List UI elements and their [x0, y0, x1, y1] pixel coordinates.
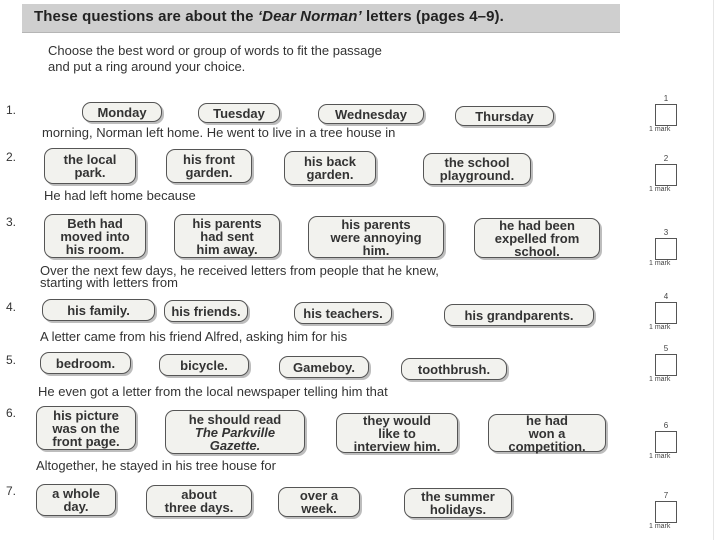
q2-option-1[interactable]: [44, 148, 136, 184]
q2-option-3-label: [304, 155, 356, 181]
option-line: Monday: [97, 104, 147, 120]
q1-mark-number: 1: [663, 94, 669, 103]
q7-option-1[interactable]: [36, 484, 116, 516]
q3-passage-text: Over the next few days, he received letters from people that he knew,: [40, 263, 439, 278]
title-italic: ‘Dear Norman’: [257, 8, 362, 25]
option-line: Gameboy.: [293, 359, 355, 375]
q7-option-2[interactable]: [146, 485, 252, 517]
margin-rule: [713, 0, 714, 540]
q5-option-2-label: [180, 359, 228, 372]
q4-option-4-label: [464, 309, 573, 322]
option-line: were annoying: [330, 229, 422, 245]
q5-option-3-label: [293, 361, 355, 374]
option-line: he should read: [188, 411, 282, 427]
option-line: garden.: [185, 165, 233, 180]
q7-option-2-label: [165, 488, 234, 514]
q4-option-3-label: [303, 307, 383, 320]
q1-option-3[interactable]: [318, 104, 424, 124]
q7-mark-box[interactable]: [655, 501, 677, 523]
q1-option-1-label: [97, 106, 146, 119]
option-line: a whole: [52, 486, 100, 501]
q5-option-3[interactable]: [279, 356, 369, 378]
q3-mark-box[interactable]: [655, 238, 677, 260]
option-line: his back: [303, 154, 357, 169]
option-line: three days.: [164, 500, 234, 515]
option-line: garden.: [306, 167, 354, 182]
q1-option-4-label: [475, 110, 534, 123]
option-line: his parents: [192, 215, 262, 231]
q5-option-1[interactable]: [40, 352, 131, 374]
q4-passage-text: A letter came from his friend Alfred, asking him for his: [40, 329, 348, 344]
q3-mark-number: 3: [663, 228, 669, 237]
option-line: his parents: [341, 216, 411, 232]
option-line: about: [181, 487, 217, 502]
question-number: 3.: [6, 215, 17, 229]
option-line: like to: [378, 425, 416, 441]
instructions: [48, 43, 468, 75]
q3-passage-text: starting with letters from: [40, 275, 178, 290]
option-line: his picture: [53, 407, 119, 423]
q2-option-2-label: [183, 153, 235, 179]
q4-mark-number: 4: [663, 292, 669, 301]
q4-option-1[interactable]: [42, 299, 155, 321]
option-line: bedroom.: [55, 355, 116, 371]
q2-mark-number: 2: [663, 154, 669, 163]
option-line: Beth had: [67, 215, 123, 231]
option-line: bicycle.: [180, 357, 228, 373]
q7-mark-number: 7: [663, 491, 669, 500]
q1-option-4[interactable]: [455, 106, 554, 126]
q1-option-3-label: [335, 108, 407, 121]
option-line: he had: [526, 412, 568, 428]
q4-option-2-label: [171, 305, 240, 318]
q6-option-2[interactable]: [165, 410, 305, 454]
option-line: day.: [63, 499, 89, 514]
option-line: Wednesday: [334, 106, 407, 122]
option-line: holidays.: [429, 502, 487, 517]
option-line: was on the: [52, 420, 120, 436]
q6-option-4[interactable]: [488, 414, 606, 452]
option-line: playground.: [439, 168, 515, 183]
q6-option-4-label: [508, 414, 585, 453]
q6-option-3-label: [354, 414, 441, 453]
q3-option-4-label: [495, 219, 580, 258]
q7-option-1-label: [52, 487, 100, 513]
option-line: the school: [444, 155, 510, 170]
q5-option-2[interactable]: [159, 354, 249, 376]
option-line: Tuesday: [213, 105, 265, 121]
option-line: his friends.: [171, 303, 241, 319]
q4-option-1-label: [67, 304, 130, 317]
option-line: Gazette.: [209, 437, 261, 453]
question-number: 1.: [6, 103, 17, 117]
q6-option-3[interactable]: [336, 413, 458, 453]
question-number: 6.: [6, 406, 17, 420]
q6-mark-label: 1 mark: [649, 453, 671, 460]
page-title: [34, 8, 504, 25]
option-line: the summer: [421, 489, 495, 504]
option-line: school.: [514, 243, 560, 259]
q2-option-1-label: [64, 153, 117, 179]
q5-mark-number: 5: [663, 344, 669, 353]
q4-option-4[interactable]: [444, 304, 594, 326]
q2-mark-label: 1 mark: [649, 186, 671, 193]
q5-option-1-label: [56, 357, 115, 370]
q3-option-3[interactable]: [308, 216, 444, 258]
q7-option-4-label: [421, 490, 495, 516]
option-line: week.: [301, 501, 337, 516]
option-line: The Parkville: [194, 424, 276, 440]
q2-passage-text: He had left home because: [44, 188, 196, 203]
option-line: moved into: [60, 228, 130, 244]
title-prefix: These questions are about the: [34, 8, 258, 25]
option-line: over a: [299, 488, 339, 503]
q3-option-1[interactable]: [44, 214, 146, 258]
option-line: expelled from: [494, 230, 580, 246]
q7-option-3-label: [300, 489, 338, 515]
q6-option-1[interactable]: [36, 406, 136, 450]
question-number: 7.: [6, 484, 17, 498]
q4-mark-label: 1 mark: [649, 324, 671, 331]
option-line: toothbrush.: [417, 361, 491, 377]
option-line: him.: [362, 242, 390, 258]
question-number: 5.: [6, 353, 17, 367]
option-line: Thursday: [475, 108, 534, 124]
option-line: the local: [63, 152, 117, 167]
q1-passage-text: morning, Norman left home. He went to live in a tree house in: [42, 125, 396, 140]
q3-option-1-label: [60, 217, 129, 256]
q5-option-4-label: [418, 363, 490, 376]
question-number: 4.: [6, 300, 17, 314]
question-number: 2.: [6, 150, 17, 164]
q2-option-4-label: [440, 156, 514, 182]
q3-mark-label: 1 mark: [649, 260, 671, 267]
option-line: his teachers.: [303, 305, 383, 321]
q3-option-2-label: [192, 217, 261, 256]
option-line: he had been: [499, 217, 575, 233]
instruction-line-2: and put a ring around your choice.: [48, 59, 246, 74]
q6-option-2-label: [189, 413, 281, 452]
option-line: his front: [183, 152, 235, 167]
option-line: they would: [363, 412, 431, 428]
q5-passage-text: He even got a letter from the local newspaper telling him that: [38, 384, 388, 399]
q4-option-2[interactable]: [164, 300, 248, 322]
q2-option-2[interactable]: [166, 149, 252, 183]
q3-option-4[interactable]: [474, 218, 600, 258]
q6-passage-text: Altogether, he stayed in his tree house for: [36, 458, 276, 473]
q6-mark-number: 6: [663, 421, 669, 430]
option-line: won a: [528, 425, 566, 441]
q3-option-2[interactable]: [174, 214, 280, 258]
option-line: competition.: [508, 438, 586, 454]
option-line: him away.: [196, 241, 258, 257]
q6-mark-box[interactable]: [655, 431, 677, 453]
q1-option-2-label: [213, 107, 265, 120]
option-line: his room.: [65, 241, 125, 257]
instruction-line-1: Choose the best word or group of words to fit the passage: [48, 43, 382, 58]
q2-option-4[interactable]: [423, 153, 531, 185]
q6-option-1-label: [52, 409, 119, 448]
q5-option-4[interactable]: [401, 358, 507, 380]
q1-option-1[interactable]: [82, 102, 162, 122]
q2-mark-box[interactable]: [655, 164, 677, 186]
q5-mark-box[interactable]: [655, 354, 677, 376]
q7-option-3[interactable]: [278, 487, 360, 517]
q1-mark-box[interactable]: [655, 104, 677, 126]
q1-mark-label: 1 mark: [649, 126, 671, 133]
q3-option-3-label: [330, 218, 421, 257]
q2-option-3[interactable]: [284, 151, 376, 185]
q1-option-2[interactable]: [198, 103, 280, 123]
option-line: interview him.: [353, 438, 441, 454]
q5-mark-label: 1 mark: [649, 376, 671, 383]
q7-option-4[interactable]: [404, 488, 512, 518]
q7-mark-label: 1 mark: [649, 523, 671, 530]
title-suffix: letters (pages 4–9).: [361, 8, 504, 25]
option-line: his family.: [67, 302, 130, 318]
option-line: had sent: [200, 228, 254, 244]
option-line: park.: [74, 165, 106, 180]
option-line: front page.: [52, 433, 120, 449]
q4-option-3[interactable]: [294, 302, 392, 324]
option-line: his grandparents.: [464, 307, 574, 323]
q4-mark-box[interactable]: [655, 302, 677, 324]
